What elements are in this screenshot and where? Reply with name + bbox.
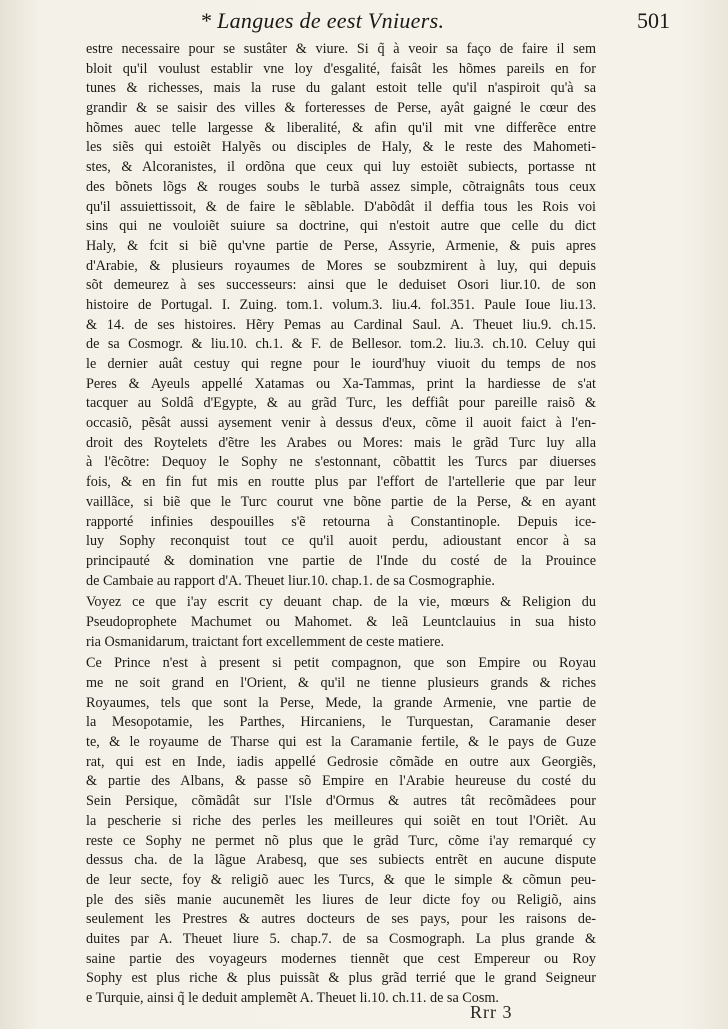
text-line: ple des siẽs manie aucunemẽt les liures de leur dicte foy ou Religiõ, ains <box>86 891 596 908</box>
text-line: Peres & Ayeuls appellé Xatamas ou Xa-Tammas, print la hardiesse de s'at <box>86 375 596 392</box>
text-line: bloit qu'il voulust establir vne loy d'esgalité, faisât les hõmes pareils en for <box>86 60 596 77</box>
text-line: la Mesopotamie, les Parthes, Hircaniens, le Turquestan, Caramanie deser <box>86 714 596 731</box>
text-line: rat, qui est en Inde, iadis appellé Gedrosie cõmãde en outre aux Georgiẽs, <box>86 753 596 770</box>
text-line: droit des Roytelets d'ẽtre les Arabes ou Mores: mais le grãd Turc luy alla <box>86 434 596 451</box>
text-line: des bõnets lõgs & rouges soubs le turbã assez simple, cõtraignâts tous ceux <box>86 178 596 195</box>
text-line: tunes & richesses, mais la ruse du galant estoit telle qu'il n'aspiroit qu'à sa <box>86 80 596 97</box>
text-line: les siẽs qui estoiẽt Halyẽs ou disciples de Haly, & le reste des Mahometi- <box>86 139 596 156</box>
text-line: Royaumes, tels que sont la Perse, Mede, la grande Armenie, vne partie de <box>86 694 596 711</box>
text-line: Pseudoprophete Machumet ou Mahomet. & leã Leuntclauius in sua histo <box>86 613 596 630</box>
text-line: de Cambaie au rapport d'A. Theuet liur.10. chap.1. de sa Cosmographie. <box>86 572 495 589</box>
text-line: tacquer au Soldâ d'Egypte, & au grãd Turc, les deffiât pour pareille raisõ & <box>86 395 596 412</box>
text-line: principauté & domination vne partie de l'Inde du costé de la Prouince <box>86 552 596 569</box>
text-line: grandir & se saisir des villes & forteresses de Perse, ayât gaigné le cœur des <box>86 100 596 117</box>
text-line: stes, & Alcoranistes, il ordõna que ceux qui luy estoiẽt subiects, portasse nt <box>86 159 596 176</box>
paragraph <box>86 40 596 591</box>
text-line: Haly, & fcit si biẽ qu'vne partie de Perse, Assyrie, Armenie, & puis apres <box>86 237 596 254</box>
page-number: 501 <box>637 8 670 33</box>
text-line: hõmes auec telle largesse & liberalité, & afin qu'il mit vne differẽce entre <box>86 119 596 136</box>
text-line: estre necessaire pour se sustâter & viure. Si q̃ à veoir sa faço de faire il sem <box>86 41 596 57</box>
text-line: de leur secte, foy & religiõ auec les Turcs, & que le simple & cõmun peu- <box>86 871 596 888</box>
text-line: & 14. de ses histoires. Hẽry Pemas au Cardinal Saul. A. Theuet liu.9. ch.15. <box>86 316 596 333</box>
running-head: * Langues de eest Vniuers. <box>200 8 445 33</box>
text-line: luy Sophy reconquist tout ce qu'il auoit perdu, adioustant encor à sa <box>86 533 596 550</box>
text-line: Voyez ce que i'ay escrit cy deuant chap. de la vie, mœurs & Religion du <box>86 594 596 611</box>
text-line: reste ce Sophy ne permet nõ plus que le grãd Turc, cõme i'ay remarqué cy <box>86 832 596 849</box>
text-line: & partie des Albans, & passe sõ Empire en l'Arabie heureuse du costé du <box>86 773 596 790</box>
body-text <box>86 40 596 1009</box>
text-line: ria Osmanidarum, traictant fort excellemment de ceste matiere. <box>86 633 445 650</box>
text-line: le dernier auât cestuy qui regne pour le iourd'huy viuoit du temps de nos <box>86 356 596 372</box>
text-line: d'Arabie, & plusieurs royaumes de Mores se soubzmirent à luy, qui depuis <box>86 257 596 274</box>
paragraph <box>86 593 596 652</box>
text-line: duites par A. Theuet liure 5. chap.7. de sa Cosmograph. La plus grande & <box>86 930 596 947</box>
text-line: sõt demeurez à ses successeurs: ainsi que le deduiset Osori liur.10. de son <box>86 277 596 294</box>
text-line: dessus cha. de la lãgue Arabesq, que ses subiects entrẽt en aucune dispute <box>86 852 596 869</box>
text-line: te, & le royaume de Tharse qui est la Caramanie fertile, & le pays de Guze <box>86 734 596 751</box>
text-line: sins qui ne vouloiẽt suiure sa doctrine, qui n'estoit autre que celle du dict <box>86 218 596 235</box>
text-line: Sein Persique, cõmãdât sur l'Isle d'Ormus & autres tât recõmãdees pour <box>86 793 596 810</box>
text-line: de sa Cosmogr. & liu.10. ch.1. & F. de Bellesor. tom.2. liu.3. ch.10. Celuy qui <box>86 336 596 353</box>
text-line: histoire de Portugal. I. Zuing. tom.1. volum.3. liu.4. fol.351. Paule Ioue liu.13. <box>86 296 596 313</box>
text-line: saine partie des voyageurs modernes tiennẽt que cest Empereur ou Roy <box>86 950 596 967</box>
text-line: e Turquie, ainsi q̃ le deduit amplemẽt A. Theuet li.10. ch.11. de sa Cosm. <box>86 990 499 1006</box>
text-line: la pescherie si riche des perles les meilleures qui soiẽt en tout l'Oriẽt. Au <box>86 812 596 829</box>
text-line: occasiõ, pẽsât aussi aysement venir à dessus d'eux, cõme il auoit faict à l'en- <box>86 415 596 432</box>
text-line: Sophy est plus riche & plus puissãt & plus grãd terrié que le grand Seigneur <box>86 970 596 987</box>
text-line: me ne soit grand en l'Orient, & qu'il ne tienne plusieurs grands & riches <box>86 675 596 691</box>
text-line: Ce Prince n'est à present si petit compagnon, que son Empire ou Royau <box>86 655 596 672</box>
signature-mark: Rrr 3 <box>470 1002 513 1022</box>
text-line: qu'il assuiettissoit, & de faire le sẽblable. D'abõdât il deffia tous les Rois voi <box>86 198 596 215</box>
text-line: rapporté infinies despouilles s'ẽ retourna à Constantinople. Depuis ice- <box>86 513 596 530</box>
text-line: vaillãce, si biẽ que le Turc courut vne bõne partie de la Perse, & en ayant <box>86 493 596 510</box>
text-line: fois, & en fin fut mis en routte plus par l'effort de l'artellerie que par leur <box>86 474 596 491</box>
paragraph <box>86 654 596 1008</box>
page-header <box>200 2 670 36</box>
text-line: à l'ẽcõtre: Dequoy le Sophy ne s'estonnant, cõbattit les Turcs par diuerses <box>86 454 596 471</box>
text-line: seulement les Prestres & autres docteurs de ses pays, pour les raisons de- <box>86 911 596 928</box>
